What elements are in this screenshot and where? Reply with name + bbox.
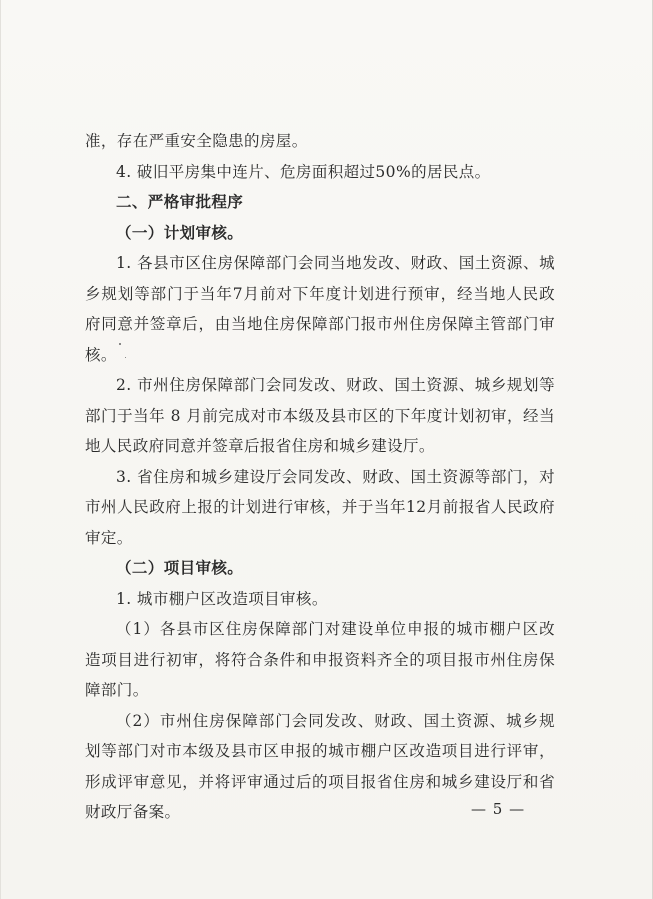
- subsection-heading-project-review: （二）项目审核。: [116, 558, 244, 577]
- scan-speck: [125, 357, 126, 358]
- document-body: [85, 126, 555, 828]
- section-heading-approval-procedure: 二、严格审批程序: [116, 192, 244, 211]
- paragraph-project-item-1: 1. 城市棚户区改造项目审核。: [116, 589, 328, 608]
- paragraph-project-item-1-2: （2）市州住房保障部门会同发改、财政、国土资源、城乡规划等部门对市本级及县市区申报的城市棚户区改造项目进行评审，形成评审意见，并将评审通过后的项目报省住房和城乡建设厅和省财政厅备案。: [85, 711, 555, 821]
- paragraph-project-item-1-1: （1）各县市区住房保障部门对建设单位申报的城市棚户区改造项目进行初审，将符合条件和申报资料齐全的项目报市州住房保障部门。: [85, 620, 555, 699]
- page-number: — 5 —: [471, 800, 526, 818]
- paragraph-2: 4. 破旧平房集中连片、危房面积超过50%的居民点。: [116, 162, 491, 181]
- paragraph-plan-item-1: 1. 各县市区住房保障部门会同当地发改、财政、国土资源、城乡规划等部门于当年7月前对下年度计划进行预审，经当地人民政府同意并签章后，由当地住房保障部门报市州住房保障主管部门审核。: [85, 254, 555, 364]
- subsection-heading-plan-review: （一）计划审核。: [116, 222, 244, 242]
- paragraph-plan-item-3: 3. 省住房和城乡建设厅会同发改、财政、国土资源等部门，对市州人民政府上报的计划进行审核，并于当年12月前报省人民政府审定。: [85, 467, 555, 547]
- scan-speck: [119, 343, 121, 345]
- paragraph-1: 准，存在严重安全隐患的房屋。: [85, 132, 308, 150]
- paragraph-plan-item-2: 2. 市州住房保障部门会同发改、财政、国土资源、城乡规划等部门于当年 8 月前完成对市本级及县市区的下年度计划初审，经当地人民政府同意并签章后报省住房和城乡建设厅。: [85, 376, 555, 455]
